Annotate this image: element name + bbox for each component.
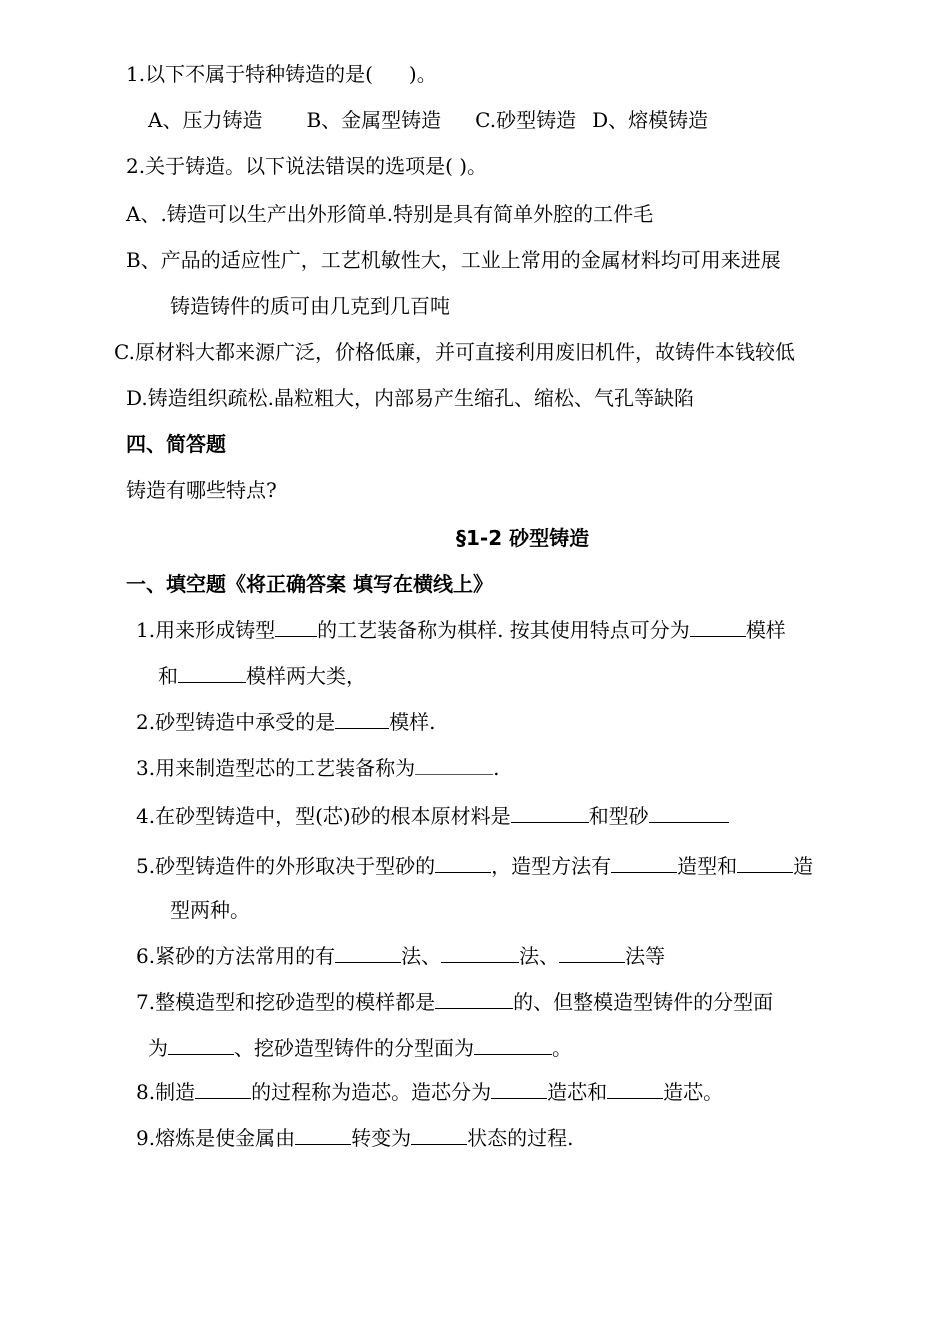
option-b: B、金属型铸造: [306, 108, 442, 132]
option-d: D、熔模铸造: [592, 108, 709, 132]
fill-item-2: 2.砂型铸造中承受的是 模样.: [136, 706, 435, 736]
answer-blank[interactable]: [690, 614, 746, 637]
question-2-option-b-line2: 铸造铸件的质可由几克到几百吨: [170, 294, 450, 318]
answer-blank[interactable]: [178, 660, 246, 683]
answer-blank[interactable]: [511, 800, 589, 823]
fill-blank-heading: 一、填空题《将正确答案 填写在横线上》: [126, 572, 493, 596]
fill-item-6: 6.紧砂的方法常用的有 法、 法、 法等: [136, 940, 665, 970]
fill-item-7: 7.整模造型和挖砂造型的模样都是 的、但整模造型铸件的分型面: [136, 986, 773, 1016]
fill-item-1: 1.用来形成铸型 的工艺装备称为棋样. 按其使用特点可分为 模样: [136, 614, 786, 644]
fill-item-3: 3.用来制造型芯的工艺装备称为 .: [136, 752, 499, 782]
question-2-option-d: D.铸造组织疏松.晶粒粗大，内部易产生缩孔、缩松、气孔等缺陷: [126, 386, 695, 410]
answer-blank[interactable]: [275, 614, 317, 637]
answer-blank[interactable]: [559, 940, 625, 963]
question-1-options: [148, 106, 708, 134]
answer-blank[interactable]: [415, 752, 493, 775]
answer-blank[interactable]: [649, 800, 729, 823]
question-2-stem: 2.关于铸造。以下说法错误的选项是( )。: [126, 154, 488, 178]
question-1-stem: 1.以下不属于特种铸造的是( )。: [126, 62, 437, 86]
fill-item-7-cont: 为 、挖砂造型铸件的分型面为 。: [148, 1032, 572, 1062]
answer-blank[interactable]: [295, 1122, 351, 1145]
answer-blank[interactable]: [335, 940, 401, 963]
section-title: §1-2 砂型铸造: [456, 526, 590, 550]
answer-blank[interactable]: [435, 850, 491, 873]
answer-blank[interactable]: [335, 706, 389, 729]
question-2-option-b-line1: B、产品的适应性广，工艺机敏性大，工业上常用的金属材料均可用来进展: [126, 248, 781, 272]
fill-item-5: 5.砂型铸造件的外形取决于型砂的 ，造型方法有 造型和 造: [136, 850, 813, 880]
short-answer-question: 铸造有哪些特点?: [126, 478, 277, 502]
answer-blank[interactable]: [611, 850, 677, 873]
question-2-option-a: A、.铸造可以生产出外形简单.特别是具有简单外腔的工件毛: [126, 202, 654, 226]
answer-blank[interactable]: [474, 1032, 552, 1055]
answer-blank[interactable]: [737, 850, 793, 873]
answer-blank[interactable]: [195, 1076, 251, 1099]
option-c: C.砂型铸造: [475, 108, 577, 132]
answer-blank[interactable]: [491, 1076, 547, 1099]
answer-blank[interactable]: [441, 940, 519, 963]
answer-blank[interactable]: [607, 1076, 663, 1099]
fill-item-9: 9.熔炼是使金属由 转变为 状态的过程.: [136, 1122, 573, 1152]
answer-blank[interactable]: [411, 1122, 467, 1145]
fill-item-8: 8.制造 的过程称为造芯。造芯分为 造芯和 造芯。: [136, 1076, 723, 1106]
fill-item-1-cont: 和 模样两大类，: [158, 660, 366, 690]
fill-item-4: 4.在砂型铸造中，型(芯)砂的根本原材料是 和型砂: [136, 800, 729, 830]
question-2-option-c: C.原材料大都来源广泛，价格低廉，并可直接利用废旧机件，故铸件本钱较低: [114, 340, 795, 364]
section-4-heading: 四、简答题: [126, 432, 226, 456]
option-a: A、压力铸造: [148, 108, 263, 132]
answer-blank[interactable]: [435, 986, 513, 1009]
fill-item-5-cont: 型两种。: [170, 898, 250, 922]
answer-blank[interactable]: [168, 1032, 234, 1055]
